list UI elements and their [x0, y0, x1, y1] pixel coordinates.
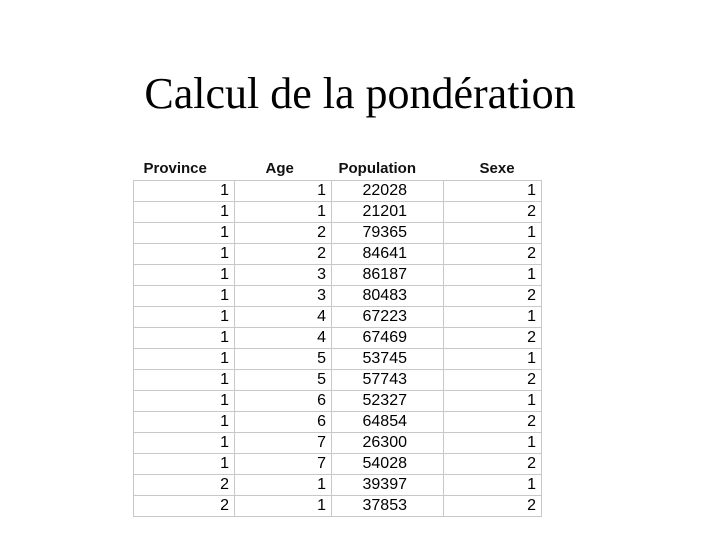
cell-province: 2 [134, 475, 235, 496]
slide-title: Calcul de la pondération [144, 69, 576, 118]
cell-age: 7 [235, 454, 332, 475]
table-row [134, 265, 542, 286]
cell-age: 4 [235, 328, 332, 349]
cell-age: 3 [235, 286, 332, 307]
cell-sexe: 1 [444, 433, 542, 454]
table-row [134, 370, 542, 391]
cell-province: 2 [134, 496, 235, 517]
cell-population: 79365 [332, 223, 444, 244]
table-row [134, 349, 542, 370]
cell-province: 1 [134, 454, 235, 475]
cell-province: 1 [134, 307, 235, 328]
cell-population: 80483 [332, 286, 444, 307]
cell-province: 1 [134, 286, 235, 307]
cell-population: 39397 [332, 475, 444, 496]
table-row [134, 223, 542, 244]
table-row [134, 328, 542, 349]
cell-province: 1 [134, 391, 235, 412]
cell-sexe: 2 [444, 286, 542, 307]
cell-sexe: 1 [444, 223, 542, 244]
cell-sexe: 1 [444, 475, 542, 496]
column-header-age: Age [265, 159, 294, 177]
table-body [134, 181, 542, 517]
column-header-province: Province [143, 159, 207, 177]
data-table [133, 156, 542, 517]
cell-sexe: 1 [444, 391, 542, 412]
table-row [134, 202, 542, 223]
table-row [134, 433, 542, 454]
table-row [134, 181, 542, 202]
cell-age: 1 [235, 202, 332, 223]
cell-population: 22028 [332, 181, 444, 202]
table-row [134, 286, 542, 307]
cell-age: 2 [235, 244, 332, 265]
cell-province: 1 [134, 349, 235, 370]
cell-sexe: 1 [444, 265, 542, 286]
cell-sexe: 2 [444, 328, 542, 349]
cell-sexe: 1 [444, 307, 542, 328]
cell-population: 67223 [332, 307, 444, 328]
table-row [134, 454, 542, 475]
cell-population: 52327 [332, 391, 444, 412]
cell-age: 1 [235, 181, 332, 202]
table-row [134, 244, 542, 265]
cell-population: 64854 [332, 412, 444, 433]
table-row [134, 391, 542, 412]
cell-province: 1 [134, 202, 235, 223]
cell-age: 1 [235, 496, 332, 517]
cell-age: 6 [235, 412, 332, 433]
cell-province: 1 [134, 181, 235, 202]
cell-sexe: 2 [444, 412, 542, 433]
cell-age: 7 [235, 433, 332, 454]
cell-population: 57743 [332, 370, 444, 391]
table-row [134, 412, 542, 433]
cell-sexe: 2 [444, 454, 542, 475]
cell-population: 21201 [332, 202, 444, 223]
cell-sexe: 2 [444, 370, 542, 391]
table-row [134, 307, 542, 328]
cell-sexe: 2 [444, 202, 542, 223]
table-row [134, 496, 542, 517]
cell-province: 1 [134, 244, 235, 265]
cell-province: 1 [134, 412, 235, 433]
cell-sexe: 1 [444, 349, 542, 370]
cell-province: 1 [134, 223, 235, 244]
header-row [134, 156, 542, 181]
cell-province: 1 [134, 328, 235, 349]
cell-age: 2 [235, 223, 332, 244]
cell-population: 53745 [332, 349, 444, 370]
cell-population: 86187 [332, 265, 444, 286]
cell-population: 26300 [332, 433, 444, 454]
cell-province: 1 [134, 265, 235, 286]
cell-age: 4 [235, 307, 332, 328]
cell-age: 5 [235, 349, 332, 370]
cell-sexe: 2 [444, 244, 542, 265]
table-row [134, 475, 542, 496]
data-table-container [133, 156, 542, 517]
cell-population: 84641 [332, 244, 444, 265]
cell-age: 3 [235, 265, 332, 286]
cell-population: 67469 [332, 328, 444, 349]
cell-province: 1 [134, 370, 235, 391]
cell-population: 54028 [332, 454, 444, 475]
cell-age: 5 [235, 370, 332, 391]
column-header-population: Population [338, 159, 416, 177]
table-header [134, 156, 542, 181]
cell-sexe: 1 [444, 181, 542, 202]
cell-age: 1 [235, 475, 332, 496]
column-header-sexe: Sexe [479, 159, 515, 177]
cell-population: 37853 [332, 496, 444, 517]
cell-age: 6 [235, 391, 332, 412]
cell-sexe: 2 [444, 496, 542, 517]
cell-province: 1 [134, 433, 235, 454]
